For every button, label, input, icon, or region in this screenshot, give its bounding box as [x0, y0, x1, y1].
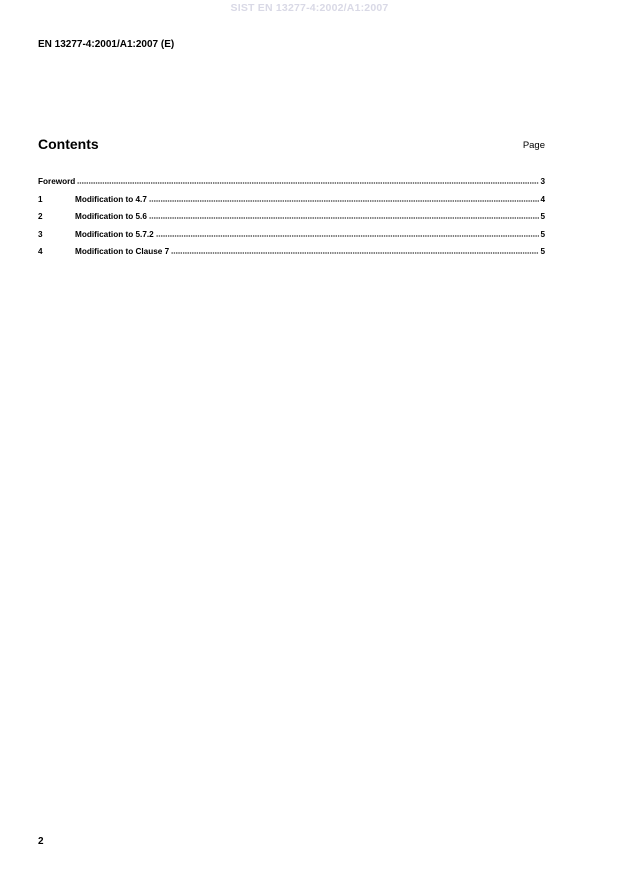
toc-entry-title[interactable]: Modification to 5.7.2 [75, 229, 154, 239]
page-column-label: Page [522, 140, 545, 151]
toc-entry-number: 1 [38, 194, 43, 204]
toc-entry-page: 5 [540, 247, 545, 256]
toc-entry-title[interactable]: Modification to 5.6 [75, 212, 147, 221]
toc-entry-2[interactable] [38, 210, 545, 228]
watermark: SIST EN 13277-4:2002/A1:2007 [230, 2, 389, 14]
toc-entry-foreword[interactable] [38, 175, 545, 193]
toc-entry-number: 2 [38, 212, 43, 221]
toc-leader-dots [149, 210, 540, 219]
toc-entry-page: 5 [540, 212, 545, 221]
toc-entry-title[interactable]: Modification to 4.7 [75, 194, 147, 204]
toc-entry-3[interactable] [38, 228, 545, 246]
toc-entry-page: 3 [540, 177, 545, 186]
toc-leader-dots [171, 245, 539, 254]
document-id-header: EN 13277-4:2001/A1:2007 (E) [38, 39, 175, 50]
toc-entry-number: 3 [38, 229, 43, 239]
page-number: 2 [38, 836, 44, 847]
toc-entry-page: 5 [540, 229, 545, 239]
toc-entry-title[interactable]: Modification to Clause 7 [75, 247, 170, 256]
contents-title: Contents [38, 136, 99, 152]
toc-entry-title[interactable]: Foreword [38, 177, 76, 186]
toc-leader-dots [77, 175, 539, 184]
toc-leader-dots [156, 228, 540, 237]
toc-entry-page: 4 [540, 194, 545, 204]
toc-entry-number: 4 [38, 247, 43, 256]
toc-leader-dots [149, 193, 540, 202]
toc-entry-4[interactable] [38, 245, 545, 263]
toc-entry-1[interactable] [38, 193, 545, 211]
table-of-contents [38, 175, 545, 263]
